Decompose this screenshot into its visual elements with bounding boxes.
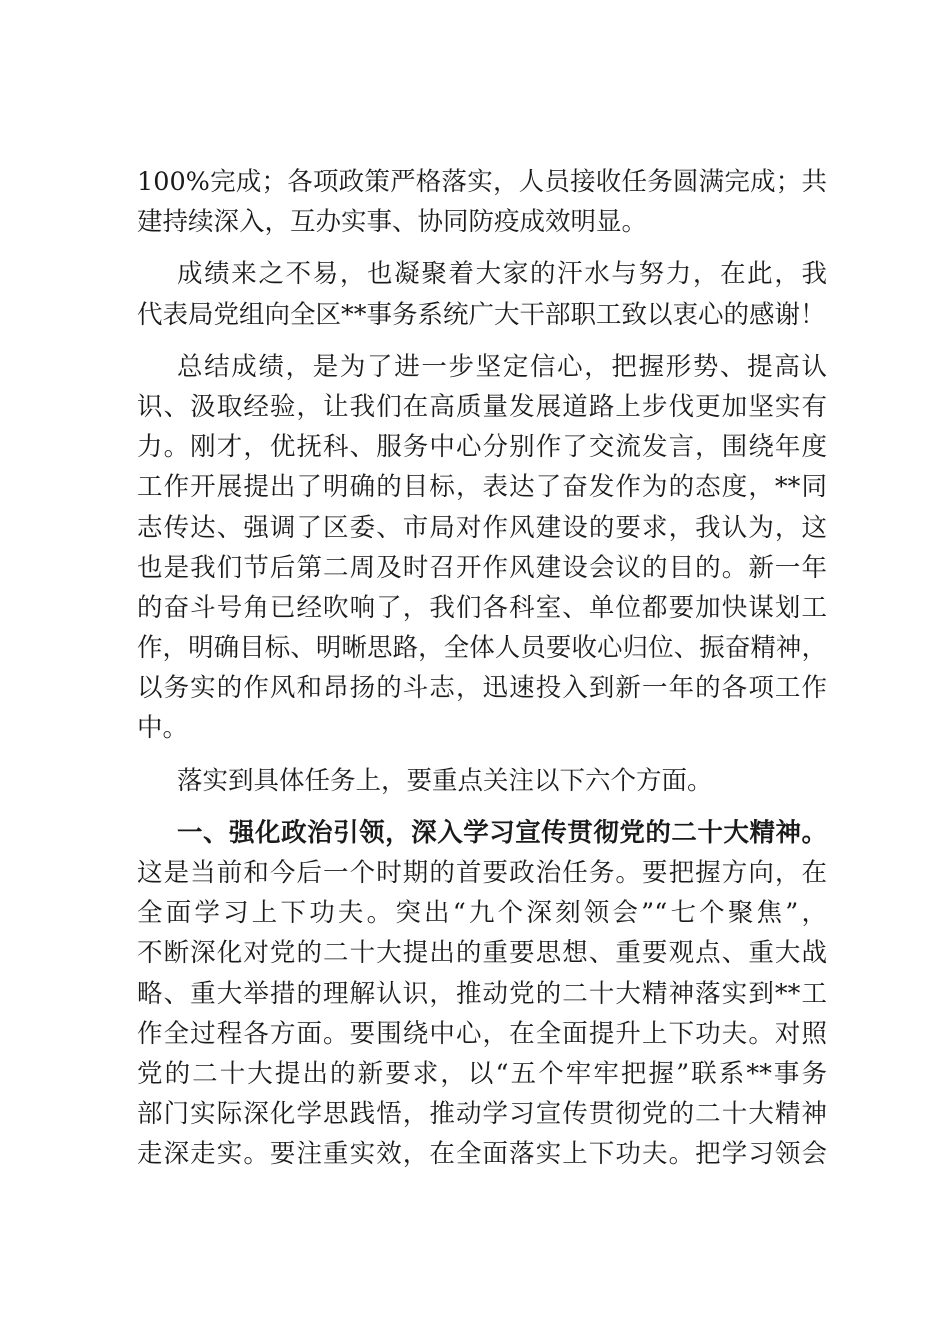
section-heading: 一、强化政治引领，深入学习宣传贯彻党的二十大精神。: [177, 817, 827, 848]
text-line: 不断深化对党的二十大提出的重要思想、重要观点、重大战: [137, 938, 827, 969]
paragraph-section-one: [137, 813, 827, 1175]
text-line: 建持续深入，互办实事、协同防疫成效明显。: [137, 207, 648, 238]
text-line: 代表局党组向全区**事务系统广大干部职工致以衷心的感谢！: [137, 299, 826, 330]
text-line: 中。: [137, 713, 189, 744]
text-line: 这是当前和今后一个时期的首要政治任务。要把握方向，在: [137, 858, 827, 888]
text-line: 成绩来之不易，也凝聚着大家的汗水与努力，在此，我: [177, 259, 827, 290]
paragraph-intro-tasks: [137, 761, 827, 801]
paragraph-continuation: [137, 162, 827, 242]
paragraph-summary: [137, 347, 827, 749]
text-line: 也是我们节后第二周及时召开作风建设会议的目的。新一年: [137, 552, 827, 583]
text-line: 走深走实。要注重实效，在全面落实上下功夫。把学习领会: [137, 1139, 827, 1170]
text-line: 工作开展提出了明确的目标，表达了奋发作为的态度，**同: [137, 472, 827, 503]
text-line: 作，明确目标、明晰思路，全体人员要收心归位、振奋精神，: [137, 633, 827, 664]
text-line: 的奋斗号角已经吹响了，我们各科室、单位都要加快谋划工: [137, 592, 827, 623]
text-line: 落实到具体任务上，要重点关注以下六个方面。: [177, 765, 713, 796]
text-line: 部门实际深化学思践悟，推动学习宣传贯彻党的二十大精神: [137, 1099, 827, 1130]
text-line: 略、重大举措的理解认识，推动党的二十大精神落实到**工: [137, 978, 827, 1009]
text-line: 以务实的作风和昂扬的斗志，迅速投入到新一年的各项工作: [137, 673, 827, 704]
text-line: 党的二十大提出的新要求，以“五个牢牢把握”联系**事务: [137, 1058, 827, 1089]
text-line: 力。刚才，优抚科、服务中心分别作了交流发言，围绕年度: [137, 432, 827, 463]
text-line: 识、汲取经验，让我们在高质量发展道路上步伐更加坚实有: [137, 391, 827, 422]
text-line: 志传达、强调了区委、市局对作风建设的要求，我认为，这: [137, 512, 827, 543]
text-line: 总结成绩，是为了进一步坚定信心，把握形势、提高认: [177, 351, 827, 382]
text-line: 全面学习上下功夫。突出“九个深刻领会”“七个聚焦”，: [137, 898, 827, 929]
document-body: [137, 162, 827, 1175]
text-line: 100%完成；各项政策严格落实，人员接收任务圆满完成；共: [137, 167, 827, 197]
paragraph-thanks: [137, 254, 827, 334]
text-line: 作全过程各方面。要围绕中心，在全面提升上下功夫。对照: [137, 1018, 827, 1049]
